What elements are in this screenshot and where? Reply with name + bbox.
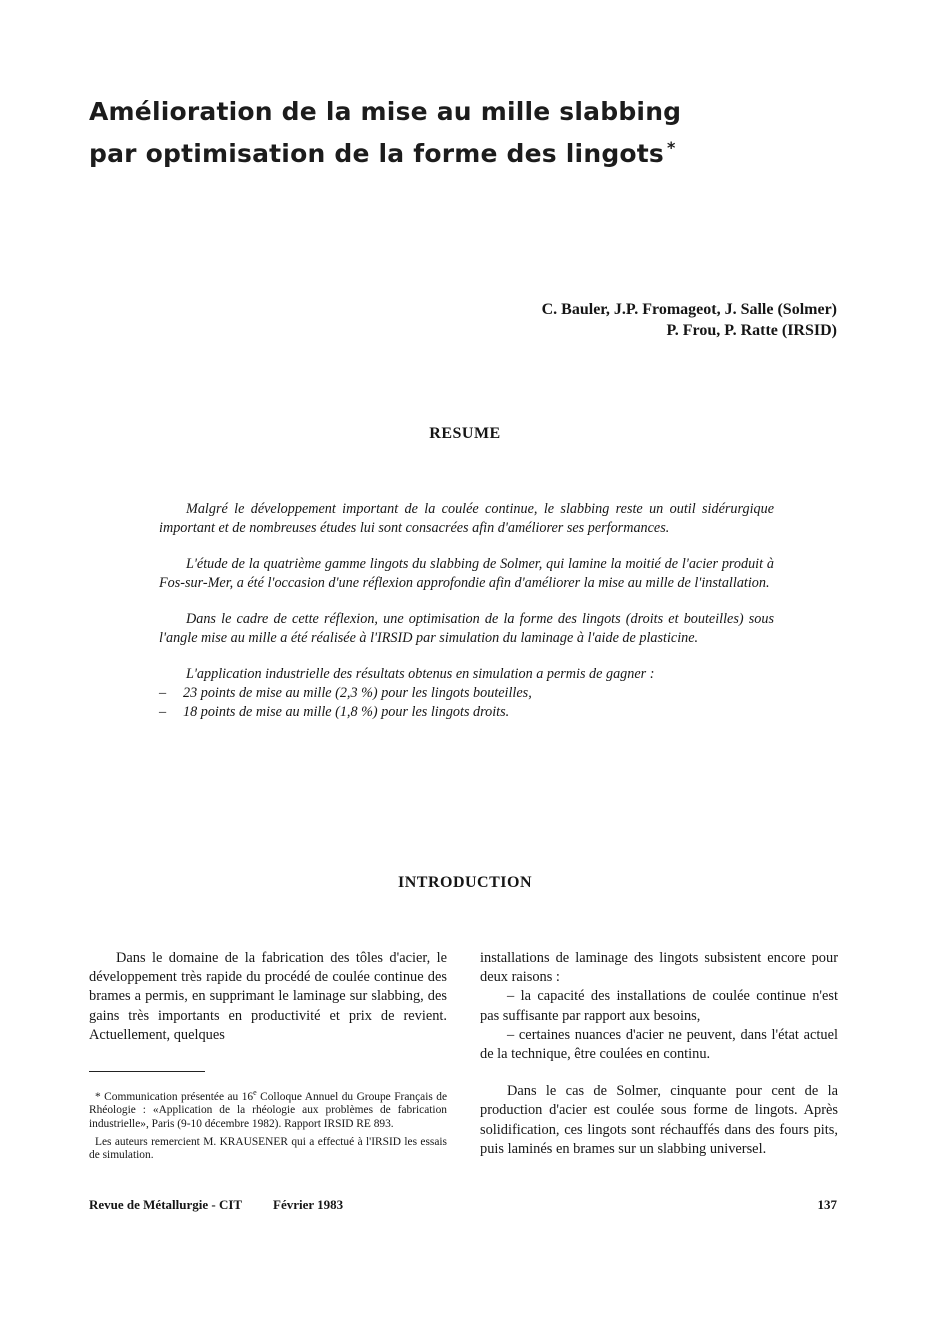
abstract-paragraph-3: Dans le cadre de cette réflexion, une optimisation de la forme des lingots (droits et bouteilles) sous l'angle mise au mille a été réalisée à l'IRSID par simulation du laminage à l'aide de plasticine. — [159, 611, 774, 646]
title-line-2 — [89, 130, 809, 172]
abstract-paragraph-4: L'application industrielle des résultats obtenus en simulation a permis de gagner : — [186, 666, 655, 682]
abstract — [159, 500, 774, 722]
abstract-paragraph-2: L'étude de la quatrième gamme lingots du slabbing de Solmer, qui lamine la moitié de l'acier produit à Fos-sur-Mer, a été l'occasion d'une réflexion approfondie afin d'améliorer la mise au mille de l'installation. — [159, 556, 774, 591]
body-column-left — [89, 949, 447, 1045]
intro-list-item-2: – certaines nuances d'acier ne peuvent, dans l'état actuel de la technique, être coulées en continu. — [480, 1026, 838, 1063]
list-dash: – — [159, 685, 167, 701]
article-title — [89, 94, 809, 172]
list-item-text: 18 points de mise au mille (1,8 %) pour les lingots droits. — [183, 704, 510, 720]
footnote-1 — [89, 1086, 447, 1131]
list-item-text: 23 points de mise au mille (2,3 %) pour les lingots bouteilles, — [183, 685, 532, 701]
introduction-heading: INTRODUCTION — [397, 874, 532, 891]
intro-paragraph-1: Dans le domaine de la fabrication des tôles d'acier, le développement très rapide du procédé de coulée continue des brames a permis, en supprimant le laminage sur slabbing, des gains très importants en productivité et prix de revient. Actuellement, quelques — [89, 950, 447, 1043]
footnote-1-pre: Communication présentée au 16 — [104, 1090, 254, 1103]
title-line-1: Amélioration de la mise au mille slabbing — [89, 97, 682, 126]
author-list — [542, 299, 837, 341]
authors-line-1: C. Bauler, J.P. Fromageot, J. Salle (Solmer) — [541, 301, 837, 318]
page-number: 137 — [817, 1197, 837, 1212]
issue-date: Février 1983 — [273, 1197, 344, 1212]
footnote-1-post: Colloque Annuel du Groupe Français de Rhéologie : «Application de la rhéologie aux problèmes de fabrication industrielle», Paris (9-10 décembre 1982). Rapport IRSID RE 893. — [89, 1090, 447, 1130]
footnote-2: Les auteurs remercient M. KRAUSENER qui a effectué à l'IRSID les essais de simulation. — [89, 1136, 447, 1162]
body-column-right — [480, 949, 838, 1159]
title-footnote-mark: * — [667, 138, 676, 157]
title-line-2-text: par optimisation de la forme des lingots — [89, 139, 665, 168]
resume-heading: RESUME — [429, 425, 501, 442]
footnote-divider — [89, 1071, 205, 1072]
intro-paragraph-continued: installations de laminage des lingots subsistent encore pour deux raisons : — [480, 950, 838, 986]
intro-paragraph-2: Dans le cas de Solmer, cinquante pour cent de la production d'acier est coulée sous forme de lingots. Après solidification, ces lingots sont réchauffés dans des fours pits, puis laminés en brames sur un slabbing universel. — [480, 1083, 838, 1157]
authors-line-2: P. Frou, P. Ratte (IRSID) — [666, 322, 837, 339]
abstract-paragraph-1: Malgré le développement important de la coulée continue, le slabbing reste un outil sidérurgique important et de nombreuses études lui sont consacrées afin d'améliorer ses performances. — [159, 501, 774, 536]
footnote-1-sup: e — [253, 1088, 257, 1097]
footnotes — [89, 1086, 447, 1168]
list-dash: – — [159, 704, 167, 720]
abstract-list-item — [159, 684, 774, 703]
abstract-list-item — [159, 703, 774, 722]
journal-name: Revue de Métallurgie - CIT — [89, 1197, 243, 1212]
intro-list-item-1: – la capacité des installations de coulée continue n'est pas suffisante par rapport aux besoins, — [480, 988, 838, 1024]
footnote-1-mark: * — [95, 1090, 101, 1103]
